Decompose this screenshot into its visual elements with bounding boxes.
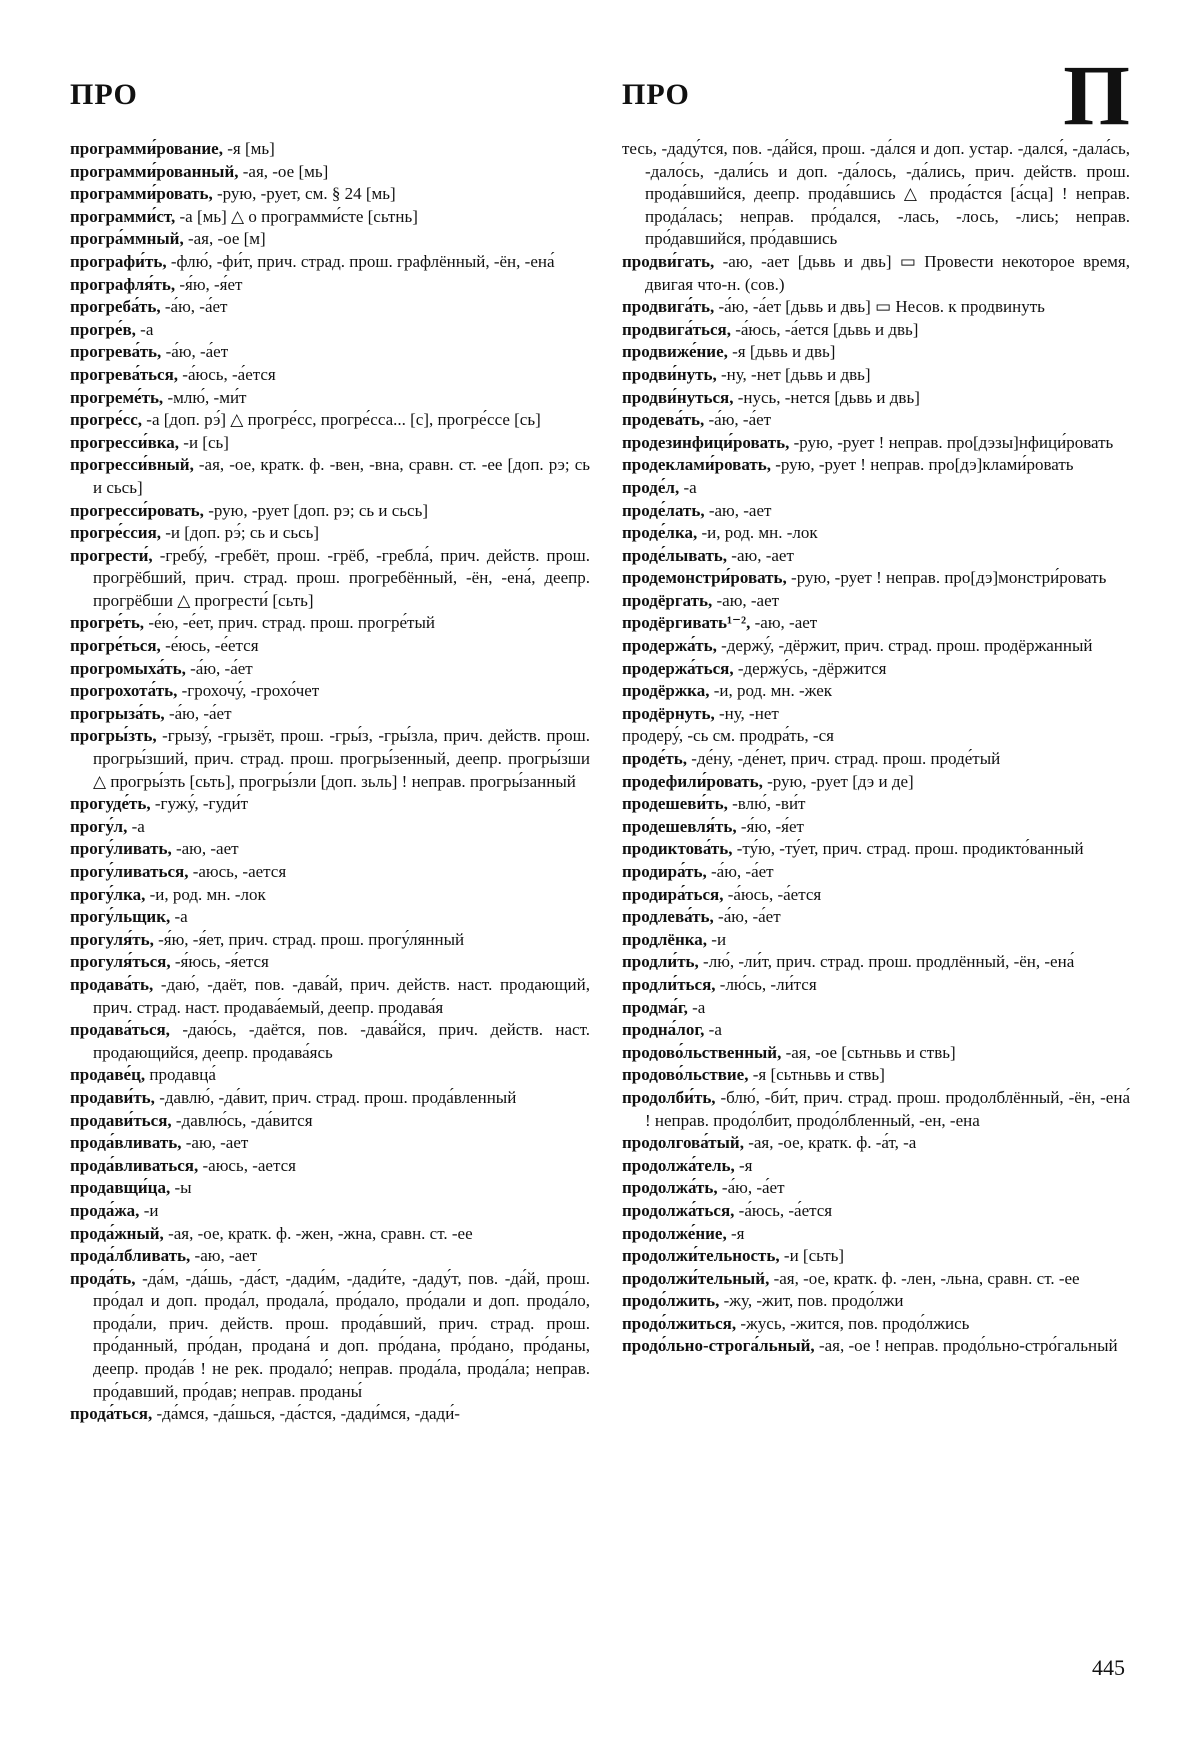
dictionary-entry — [622, 454, 1130, 477]
dictionary-entry — [622, 1200, 1130, 1223]
entry-body: -давлю́, -да́вит, прич. страд. прош. прода́вленный — [154, 1087, 517, 1107]
entry-body: -ая, -ое [м] — [183, 229, 266, 249]
dictionary-entry — [622, 1313, 1130, 1336]
dictionary-entry — [622, 771, 1130, 794]
headword: прогуля́ться, — [70, 952, 171, 972]
headword: прогрева́ть, — [70, 342, 162, 362]
dictionary-entry — [70, 1087, 590, 1110]
dictionary-entry — [70, 1064, 590, 1087]
entry-body: -а́ю, -а́ет — [164, 703, 232, 723]
entry-body: -держу́, -дёржит, прич. страд. прош. продёржанный — [716, 636, 1093, 656]
headword: продёргивать¹⁻², — [622, 613, 751, 633]
dictionary-entry — [622, 341, 1130, 364]
headword: продолжи́тельный, — [622, 1268, 770, 1288]
dictionary-entry — [622, 1019, 1130, 1042]
headword: программи́рование, — [70, 139, 223, 158]
dictionary-entry — [70, 929, 590, 952]
running-head-left: ПРО — [70, 78, 138, 111]
headword: продолжа́ться, — [622, 1200, 735, 1220]
entry-body: -я — [726, 1223, 745, 1243]
dictionary-entry — [622, 680, 1130, 703]
entry-body: -и [доп. рэ́; сь и сьсь] — [161, 523, 320, 543]
entry-body: -лю́сь, -ли́тся — [715, 974, 817, 994]
entry-body: -лю́, -ли́т, прич. страд. прош. продлённый, -ён, -ена́ — [698, 952, 1075, 972]
entry-body: -аю, -ает — [704, 500, 772, 520]
dictionary-entry — [70, 838, 590, 861]
entry-body: -аю, -ает — [727, 545, 794, 565]
headword: продли́ть, — [622, 952, 699, 972]
entry-body: -грохочу́, -грохо́чет — [177, 681, 320, 701]
dictionary-entry — [622, 974, 1130, 997]
entry-body: -ая, -ое, кратк. ф. -жен, -жна, сравн. ст. -ее — [163, 1223, 473, 1243]
entry-body: -и [сь] — [179, 432, 229, 452]
entry-body: -и — [707, 929, 727, 949]
headword: прогреба́ть, — [70, 297, 161, 317]
dictionary-entry — [70, 725, 590, 793]
headword: прогромыха́ть, — [70, 658, 186, 678]
dictionary-entry — [70, 680, 590, 703]
entry-body: -аюсь, -ается — [188, 862, 287, 881]
dictionary-entry — [70, 906, 590, 929]
entry-body: -ая, -ое, кратк. ф. -вен, -вна, сравн. ст. -ее [доп. рэ; сь и сьсь] — [93, 455, 590, 497]
entry-body: -а́ю, -а́ет — [706, 862, 774, 881]
dictionary-entry — [70, 635, 590, 658]
entry-body: -е́ю, -е́ет, прич. страд. прош. прогре́тый — [144, 613, 435, 633]
dictionary-entry — [70, 319, 590, 342]
dictionary-entry — [622, 703, 1130, 726]
entry-body: -а́юсь, -а́ется [дьвь и двь] — [730, 319, 919, 339]
dictionary-entry — [70, 251, 590, 274]
entry-body: -даю́, -даёт, пов. -дава́й, прич. действ. наст. продающий, прич. страд. наст. продава́емый, деепр. продава́я — [93, 974, 590, 1017]
entry-body: -аю, -ает [дьвь и двь] ▭ Провести некоторое время, двигая что-н. (сов.) — [645, 251, 1130, 294]
entry-body: -а́юсь, -а́ется — [734, 1200, 833, 1220]
headword: продира́ть, — [622, 862, 707, 881]
headword: прогу́ливаться, — [70, 862, 189, 881]
entry-body: -рую, -рует, см. § 24 [мь] — [212, 184, 396, 204]
headword: продвига́ться, — [622, 319, 731, 339]
dictionary-entry — [622, 1177, 1130, 1200]
entry-body: -а́ю, -а́ет — [717, 1178, 785, 1198]
entry-body: -де́ну, -де́нет, прич. страд. прош. проде́тый — [687, 749, 1001, 769]
headword: прогу́ливать, — [70, 839, 172, 859]
dictionary-entry — [70, 816, 590, 839]
entry-body: -давлю́сь, -да́вится — [171, 1110, 313, 1130]
dictionary-entry — [622, 251, 1130, 296]
dictionary-entry — [70, 1132, 590, 1155]
entry-body: -и — [139, 1200, 159, 1220]
entry-body: -а́ю, -а́ет — [161, 342, 229, 362]
dictionary-entry — [622, 1268, 1130, 1291]
headword: прогу́льщик, — [70, 907, 171, 927]
headword: продолжи́тельность, — [622, 1246, 780, 1266]
entry-body: -жусь, -жится, пов. продо́лжись — [736, 1313, 970, 1333]
headword: прогры́зть, — [70, 726, 157, 746]
running-head-right: ПРО — [622, 78, 690, 111]
dictionary-entry — [70, 522, 590, 545]
headword: продешевля́ть, — [622, 816, 737, 836]
dictionary-entry — [622, 838, 1130, 861]
right-column — [622, 138, 1130, 1358]
entry-body: -я́ю, -я́ет, прич. страд. прош. прогу́лянный — [153, 929, 465, 949]
headword: программи́ст, — [70, 206, 176, 226]
headword: продлева́ть, — [622, 907, 714, 927]
headword: програ́ммный, — [70, 229, 184, 249]
dictionary-entry — [70, 1019, 590, 1064]
dictionary-entry — [70, 138, 590, 161]
headword: программи́рованный, — [70, 161, 239, 181]
headword: продемонстри́ровать, — [622, 568, 787, 588]
dictionary-entry — [622, 545, 1130, 568]
entry-body: -а — [679, 477, 697, 497]
entry-body: -рую, -рует [дэ и де] — [762, 771, 914, 791]
headword: прода́вливаться, — [70, 1155, 199, 1175]
headword: продви́нуть, — [622, 364, 717, 384]
entry-body: -я [мь] — [222, 139, 275, 158]
headword: продави́ться, — [70, 1110, 172, 1130]
entry-body: -млю́, -ми́т — [163, 387, 247, 407]
headword: прогу́лка, — [70, 884, 146, 904]
headword: проде́л, — [622, 477, 680, 497]
headword: продо́льно-строга́льный, — [622, 1336, 815, 1356]
entry-body: -да́мся, -да́шься, -да́стся, -дади́мся, -дади́- — [152, 1404, 460, 1424]
entry-body: -нусь, -нется [дьвь и двь] — [733, 387, 920, 407]
dictionary-entry — [622, 1132, 1130, 1155]
entry-body: -аю, -ает — [712, 590, 780, 610]
dictionary-entry — [622, 1335, 1130, 1358]
entry-body: -ту́ю, -ту́ет, прич. страд. прош. продикто́ванный — [732, 839, 1084, 859]
headword: прода́жный, — [70, 1223, 164, 1243]
headword: продвига́ть, — [622, 297, 715, 317]
dictionary-entry — [70, 793, 590, 816]
entry-body: -рую, -рует ! неправ. про[дэзы]нфици́ровать — [789, 432, 1114, 452]
dictionary-entry — [70, 545, 590, 613]
headword: прода́ть, — [70, 1268, 136, 1288]
dictionary-entry — [70, 974, 590, 1019]
headword: прографи́ть, — [70, 251, 167, 271]
headword: продева́ть, — [622, 410, 705, 430]
entry-body: -а́юсь, -а́ется — [723, 884, 822, 904]
dictionary-entry — [70, 387, 590, 410]
headword: прогреме́ть, — [70, 387, 164, 407]
entry-body: -рую, -рует ! неправ. про[дэ]клами́ровать — [770, 455, 1074, 475]
dictionary-entry — [622, 500, 1130, 523]
entry-body: -держу́сь, -дёржится — [733, 658, 887, 678]
dictionary-entry — [622, 906, 1130, 929]
entry-body: -блю́, -би́т, прич. страд. прош. продолблённый, -ён, -ена́ ! неправ. продо́лбит, продо́лбленный, -ен, -ена — [645, 1087, 1130, 1130]
dictionary-entry — [70, 1268, 590, 1404]
headword: продёрнуть, — [622, 703, 715, 723]
dictionary-entry — [622, 387, 1130, 410]
headword: прогре́сс, — [70, 410, 143, 430]
entry-body: -а — [135, 319, 154, 339]
entry-body: -да́м, -да́шь, -да́ст, -дади́м, -дади́те, -даду́т, пов. -да́й, прош. про́дал и доп. прода́л, продала́, про́дало, про́дали и доп. прода́ло, прода́ли, прич. действ. прош. прода́вший, прич. страд. прош. про́данный, про́дан, продана́ и доп. про́дана, про́дано, про́даны, деепр. прода́в ! не рек. продало́; неправ. прода́ла, прода́ла; неправ. про́давший, про́дав; неправ. проданы́ — [93, 1268, 590, 1401]
entry-body: -ая, -ое [сьтньвь и ствь] — [781, 1042, 956, 1062]
dictionary-entry — [622, 816, 1130, 839]
dictionary-entry — [70, 341, 590, 364]
headword: продержа́ться, — [622, 658, 734, 678]
dictionary-entry — [622, 929, 1130, 952]
headword: продира́ться, — [622, 884, 724, 904]
entry-body: -я [сьтньвь и ствь] — [748, 1065, 885, 1085]
entry-body: -а́ю, -а́ет — [160, 297, 228, 317]
headword: продвиже́ние, — [622, 342, 728, 362]
dictionary-entry — [70, 1223, 590, 1246]
entry-body: -я [дьвь и двь] — [727, 342, 836, 362]
dictionary-entry — [622, 997, 1130, 1020]
entry-body: -а [мь] △ о программи́сте [сьтнь] — [175, 206, 418, 226]
dictionary-entry — [622, 1155, 1130, 1178]
entry-body: -и, род. мн. -лок — [697, 523, 818, 543]
headword: прогуля́ть, — [70, 929, 154, 949]
headword: прогресси́вка, — [70, 432, 180, 452]
dictionary-entry — [70, 703, 590, 726]
headword: продли́ться, — [622, 974, 716, 994]
entry-body: -а́ю, -а́ет — [713, 907, 781, 927]
left-column — [70, 138, 590, 1426]
entry-body: -и [сьть] — [779, 1246, 845, 1266]
headword: продово́льственный, — [622, 1042, 782, 1062]
dictionary-entry — [70, 1155, 590, 1178]
dictionary-entry — [622, 612, 1130, 635]
dictionary-entry — [622, 1042, 1130, 1065]
dictionary-entry — [622, 296, 1130, 319]
headword: проде́лать, — [622, 500, 705, 520]
entry-body: -а́ю, -а́ет [дьвь и двь] ▭ Несов. к продвинуть — [714, 297, 1045, 317]
dictionary-entry — [622, 748, 1130, 771]
headword: продавщи́ца, — [70, 1178, 171, 1198]
dictionary-entry — [70, 1110, 590, 1133]
headword: прогуде́ть, — [70, 794, 151, 814]
dictionary-entry — [622, 1064, 1130, 1087]
dictionary-entry — [622, 1087, 1130, 1132]
headword: прода́жа, — [70, 1200, 140, 1220]
dictionary-entry — [622, 409, 1130, 432]
headword: продма́г, — [622, 997, 688, 1017]
dictionary-entry — [70, 884, 590, 907]
entry-body: -влю́, -ви́т — [727, 794, 806, 814]
dictionary-entry — [622, 884, 1130, 907]
headword: прогресси́вный, — [70, 455, 194, 475]
headword: прографля́ть, — [70, 274, 176, 294]
dictionary-entry — [70, 206, 590, 229]
dictionary-entry — [70, 612, 590, 635]
dictionary-entry — [622, 567, 1130, 590]
headword: продеклами́ровать, — [622, 455, 771, 475]
headword: прогре́ть, — [70, 613, 145, 633]
dictionary-entry — [70, 183, 590, 206]
headword: продо́лжиться, — [622, 1313, 737, 1333]
entry-body: -ая, -ое ! неправ. продо́льно-стро́гальный — [814, 1336, 1118, 1356]
headword: продиктова́ть, — [622, 839, 733, 859]
dictionary-entry — [622, 658, 1130, 681]
headword: продёргать, — [622, 590, 713, 610]
entry-body: -флю́, -фи́т, прич. страд. прош. графлённый, -ён, -ена́ — [166, 251, 555, 271]
headword: продезинфици́ровать, — [622, 432, 790, 452]
headword: продолжа́тель, — [622, 1155, 735, 1175]
dictionary-entry — [70, 364, 590, 387]
dictionary-entry — [70, 454, 590, 499]
headword: прогу́л, — [70, 816, 128, 836]
headword: прогрыза́ть, — [70, 703, 165, 723]
entry-body: -а — [170, 907, 188, 927]
headword: продолби́ть, — [622, 1087, 716, 1107]
headword: продлёнка, — [622, 929, 708, 949]
entry-body: тесь, -даду́тся, пов. -да́йся, прош. -да́лся и доп. устар. -дался́, -дала́сь, -дало́сь, -дали́сь и доп. -да́лось, -да́лись, прич. действ. прош. прода́вшийся, деепр. прода́вшись △ прода́стся [а́сца] ! неправ. прода́лась; неправ. про́дался, -лась, -лось, -лись; неправ. про́давшийся, про́давшись — [622, 139, 1130, 249]
headword: прода́вливать, — [70, 1133, 182, 1153]
entry-body: -рую, -рует ! неправ. про[дэ]монстри́ровать — [786, 568, 1107, 588]
dictionary-entry — [622, 793, 1130, 816]
entry-body: -я́юсь, -я́ется — [170, 952, 269, 972]
headword: продви́гать, — [622, 251, 715, 271]
dictionary-entry — [622, 364, 1130, 387]
entry-body: -ая, -ое, кратк. ф. -а́т, -а — [743, 1133, 917, 1153]
dictionary-entry — [70, 861, 590, 884]
headword: проде́ть, — [622, 749, 687, 769]
entry-body: -ну, -нет — [714, 703, 779, 723]
headword: прода́лбливать, — [70, 1246, 191, 1266]
entry-body: -а́юсь, -а́ется — [178, 364, 276, 384]
dictionary-entry — [622, 522, 1130, 545]
headword: продава́ть, — [70, 974, 154, 994]
headword: прогрохота́ть, — [70, 681, 178, 701]
headword: продержа́ть, — [622, 636, 717, 656]
dictionary-entry — [70, 1177, 590, 1200]
dictionary-entry — [70, 228, 590, 251]
entry-body: -гребу́, -гребёт, прош. -грёб, -гребла́, прич. действ. прош. прогрёбший, прич. страд. прош. прогребённый, -ён, -ена́, деепр. прогрёбши △ прогрести́ [сьть] — [93, 545, 590, 610]
dictionary-entry — [622, 635, 1130, 658]
entry-body: -я — [734, 1155, 753, 1175]
dictionary-entry — [70, 951, 590, 974]
dictionary-entry — [70, 658, 590, 681]
entry-body: -и, род. мн. -лок — [145, 884, 266, 904]
dictionary-entry — [622, 725, 1130, 748]
dictionary-entry — [622, 319, 1130, 342]
headword: продолгова́тый, — [622, 1133, 744, 1153]
headword: продово́льствие, — [622, 1065, 749, 1085]
dictionary-entry — [622, 1223, 1130, 1246]
entry-body: -аю, -ает — [190, 1246, 258, 1266]
headword: продава́ться, — [70, 1020, 170, 1040]
entry-body: -а — [127, 816, 145, 836]
headword: продаве́ц, — [70, 1065, 146, 1085]
entry-body: -а — [687, 997, 706, 1017]
entry-body: -ну, -нет [дьвь и двь] — [716, 364, 871, 384]
headword: прогресси́ровать, — [70, 500, 204, 520]
headword: продави́ть, — [70, 1087, 155, 1107]
entry-body: -я́ю, -я́ет — [175, 274, 243, 294]
page-number: 445 — [1092, 1655, 1125, 1680]
entry-body: -ая, -ое [мь] — [238, 161, 329, 181]
headword: прогре́ться, — [70, 636, 161, 656]
section-letter: П — [1063, 47, 1130, 143]
headword: программи́ровать, — [70, 184, 213, 204]
headword: прогре́в, — [70, 319, 136, 339]
entry-body: продавца́ — [145, 1065, 216, 1085]
dictionary-entry — [70, 409, 590, 432]
headword: продефили́ровать, — [622, 771, 763, 791]
headword: прода́ться, — [70, 1404, 153, 1424]
dictionary-entry — [70, 432, 590, 455]
entry-body: -жу, -жит, пов. продо́лжи — [719, 1291, 904, 1311]
entry-body: -аю, -ает — [181, 1133, 249, 1153]
dictionary-entry — [622, 138, 1130, 251]
headword: прогрести́, — [70, 545, 153, 565]
dictionary-entry — [70, 296, 590, 319]
entry-body: -а́ю, -а́ет — [704, 410, 772, 430]
dictionary-entry — [622, 590, 1130, 613]
headword: продёржка, — [622, 681, 710, 701]
headword: продолже́ние, — [622, 1223, 727, 1243]
dictionary-entry — [622, 1245, 1130, 1268]
entry-body: -аюсь, -ается — [198, 1155, 296, 1175]
dictionary-entry — [622, 1290, 1130, 1313]
entry-body: продеру́, -сь см. продра́ть, -ся — [622, 726, 834, 746]
dictionary-entry — [622, 951, 1130, 974]
entry-body: -рую, -рует [доп. рэ; сь и сьсь] — [203, 500, 429, 520]
dictionary-entry — [70, 1200, 590, 1223]
entry-body: -ая, -ое, кратк. ф. -лен, -льна, сравн. ст. -ее — [769, 1268, 1080, 1288]
dictionary-entry — [70, 1245, 590, 1268]
entry-body: -гужу́, -гуди́т — [150, 794, 249, 814]
headword: продна́лог, — [622, 1020, 705, 1040]
entry-body: -а́ю, -а́ет — [185, 658, 253, 678]
headword: продви́нуться, — [622, 387, 734, 407]
entry-body: -аю, -ает — [750, 613, 818, 633]
headword: продолжа́ть, — [622, 1178, 718, 1198]
entry-body: -грызу́, -грызёт, прош. -гры́з, -гры́зла, прич. действ. прош. прогры́зший, прич. страд. прош. прогры́зенный, деепр. прогры́зши △ прогры́зть [сьть], прогры́зли [доп. зьль] ! неправ. прогры́занный — [93, 726, 590, 791]
entry-body: -а — [704, 1020, 722, 1040]
dictionary-entry — [70, 161, 590, 184]
entry-body: -е́юсь, -е́ется — [160, 636, 259, 656]
dictionary-entry — [622, 861, 1130, 884]
headword: проде́лка, — [622, 523, 698, 543]
headword: прогре́ссия, — [70, 523, 162, 543]
dictionary-entry — [70, 1403, 590, 1426]
headword: проде́лывать, — [622, 545, 728, 565]
entry-body: -и, род. мн. -жек — [709, 681, 832, 701]
headword: продешеви́ть, — [622, 794, 728, 814]
entry-body: -я́ю, -я́ет — [736, 816, 804, 836]
entry-body: -ы — [170, 1178, 192, 1198]
headword: прогрева́ться, — [70, 364, 179, 384]
dictionary-entry — [70, 274, 590, 297]
dictionary-entry — [622, 477, 1130, 500]
entry-body: -аю, -ает — [171, 839, 239, 859]
headword: продо́лжить, — [622, 1291, 720, 1311]
dictionary-entry — [70, 500, 590, 523]
entry-body: -даю́сь, -даётся, пов. -дава́йся, прич. действ. наст. продающийся, деепр. продава́ясь — [93, 1020, 590, 1062]
dictionary-entry — [622, 432, 1130, 455]
entry-body: -а [доп. рэ́] △ прогре́сс, прогре́сса... [с], прогре́ссе [сь] — [142, 410, 541, 430]
